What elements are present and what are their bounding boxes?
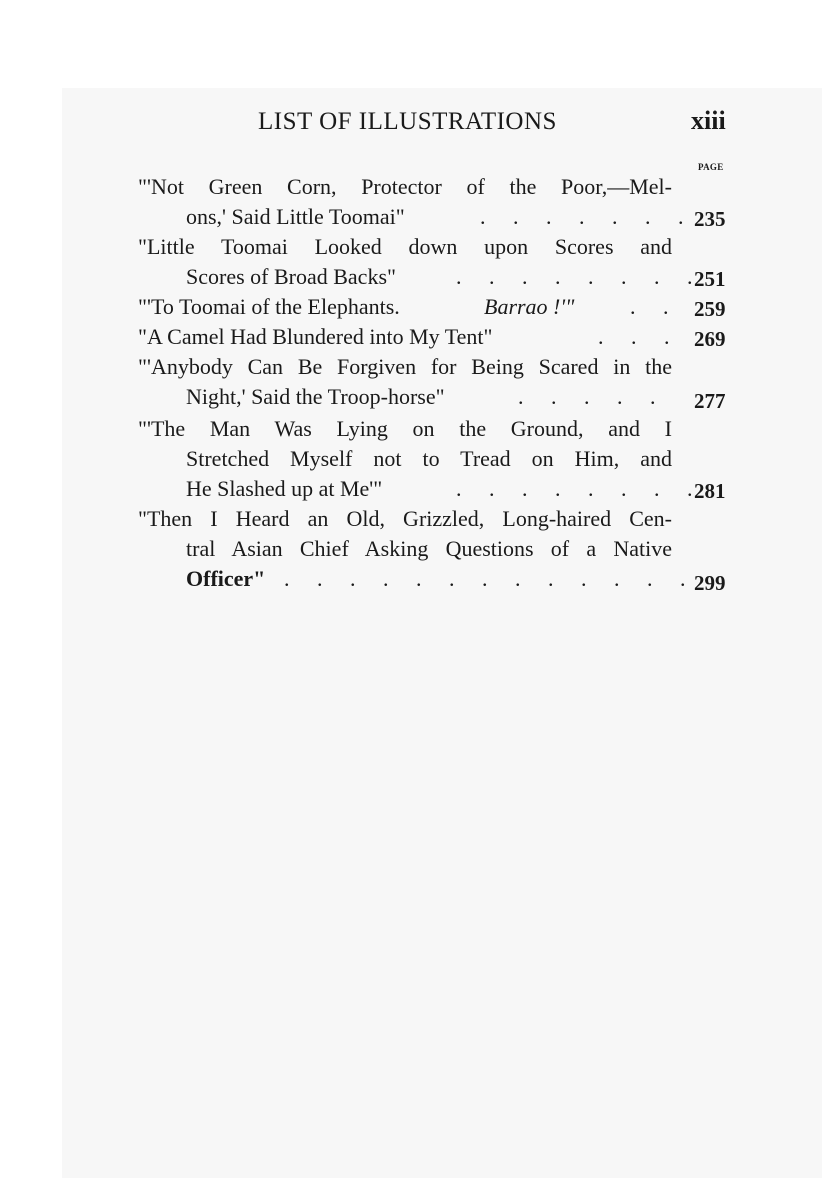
page-header-title: LIST OF ILLUSTRATIONS — [258, 108, 557, 135]
dot-leaders: . . — [630, 294, 680, 319]
entry-page-number: 281 — [694, 479, 726, 503]
dot-leaders: . . . . . . . . — [456, 476, 704, 501]
entry-line: "A Camel Had Blundered into My Tent" — [138, 324, 493, 349]
dot-leaders: . . . . . . . . — [456, 264, 704, 289]
entry-line: He Slashed up at Me'" — [186, 476, 383, 501]
entry-page-number: 299 — [694, 571, 726, 595]
entry-line: ons,' Said Little Toomai" — [186, 204, 405, 229]
dot-leaders: . . . . . . . — [480, 204, 695, 229]
entry-line: "Then I Heard an Old, Grizzled, Long-haired Cen- — [138, 506, 672, 531]
entry-line: "'To Toomai of the Elephants. — [138, 294, 400, 319]
page-column-label: PAGE — [698, 162, 724, 172]
entry-line: "'Anybody Can Be Forgiven for Being Scared in the — [138, 354, 672, 379]
entry-page-number: 251 — [694, 267, 726, 291]
entry-page-number: 235 — [694, 207, 726, 231]
entry-page-number: 277 — [694, 389, 726, 413]
dot-leaders: . . . — [598, 324, 681, 349]
entry-line: "'The Man Was Lying on the Ground, and I — [138, 416, 672, 441]
page-number: xiii — [691, 106, 726, 135]
entry-italic-text: Barrao !'" — [484, 294, 575, 319]
entry-line: Scores of Broad Backs" — [186, 264, 396, 289]
dot-leaders: . . . . . — [518, 384, 667, 409]
entry-line: Officer" — [186, 566, 266, 591]
entry-line: "Little Toomai Looked down upon Scores and — [138, 234, 672, 259]
entry-line: tral Asian Chief Asking Questions of a Native — [186, 536, 672, 561]
entry-page-number: 269 — [694, 327, 726, 351]
dot-leaders: . . . . . . . . . . . . . — [284, 566, 697, 591]
entry-line: Stretched Myself not to Tread on Him, and — [186, 446, 672, 471]
entry-line: "'Not Green Corn, Protector of the Poor,—Mel- — [138, 174, 672, 199]
entry-page-number: 259 — [694, 297, 726, 321]
entry-line: Night,' Said the Troop-horse" — [186, 384, 445, 409]
